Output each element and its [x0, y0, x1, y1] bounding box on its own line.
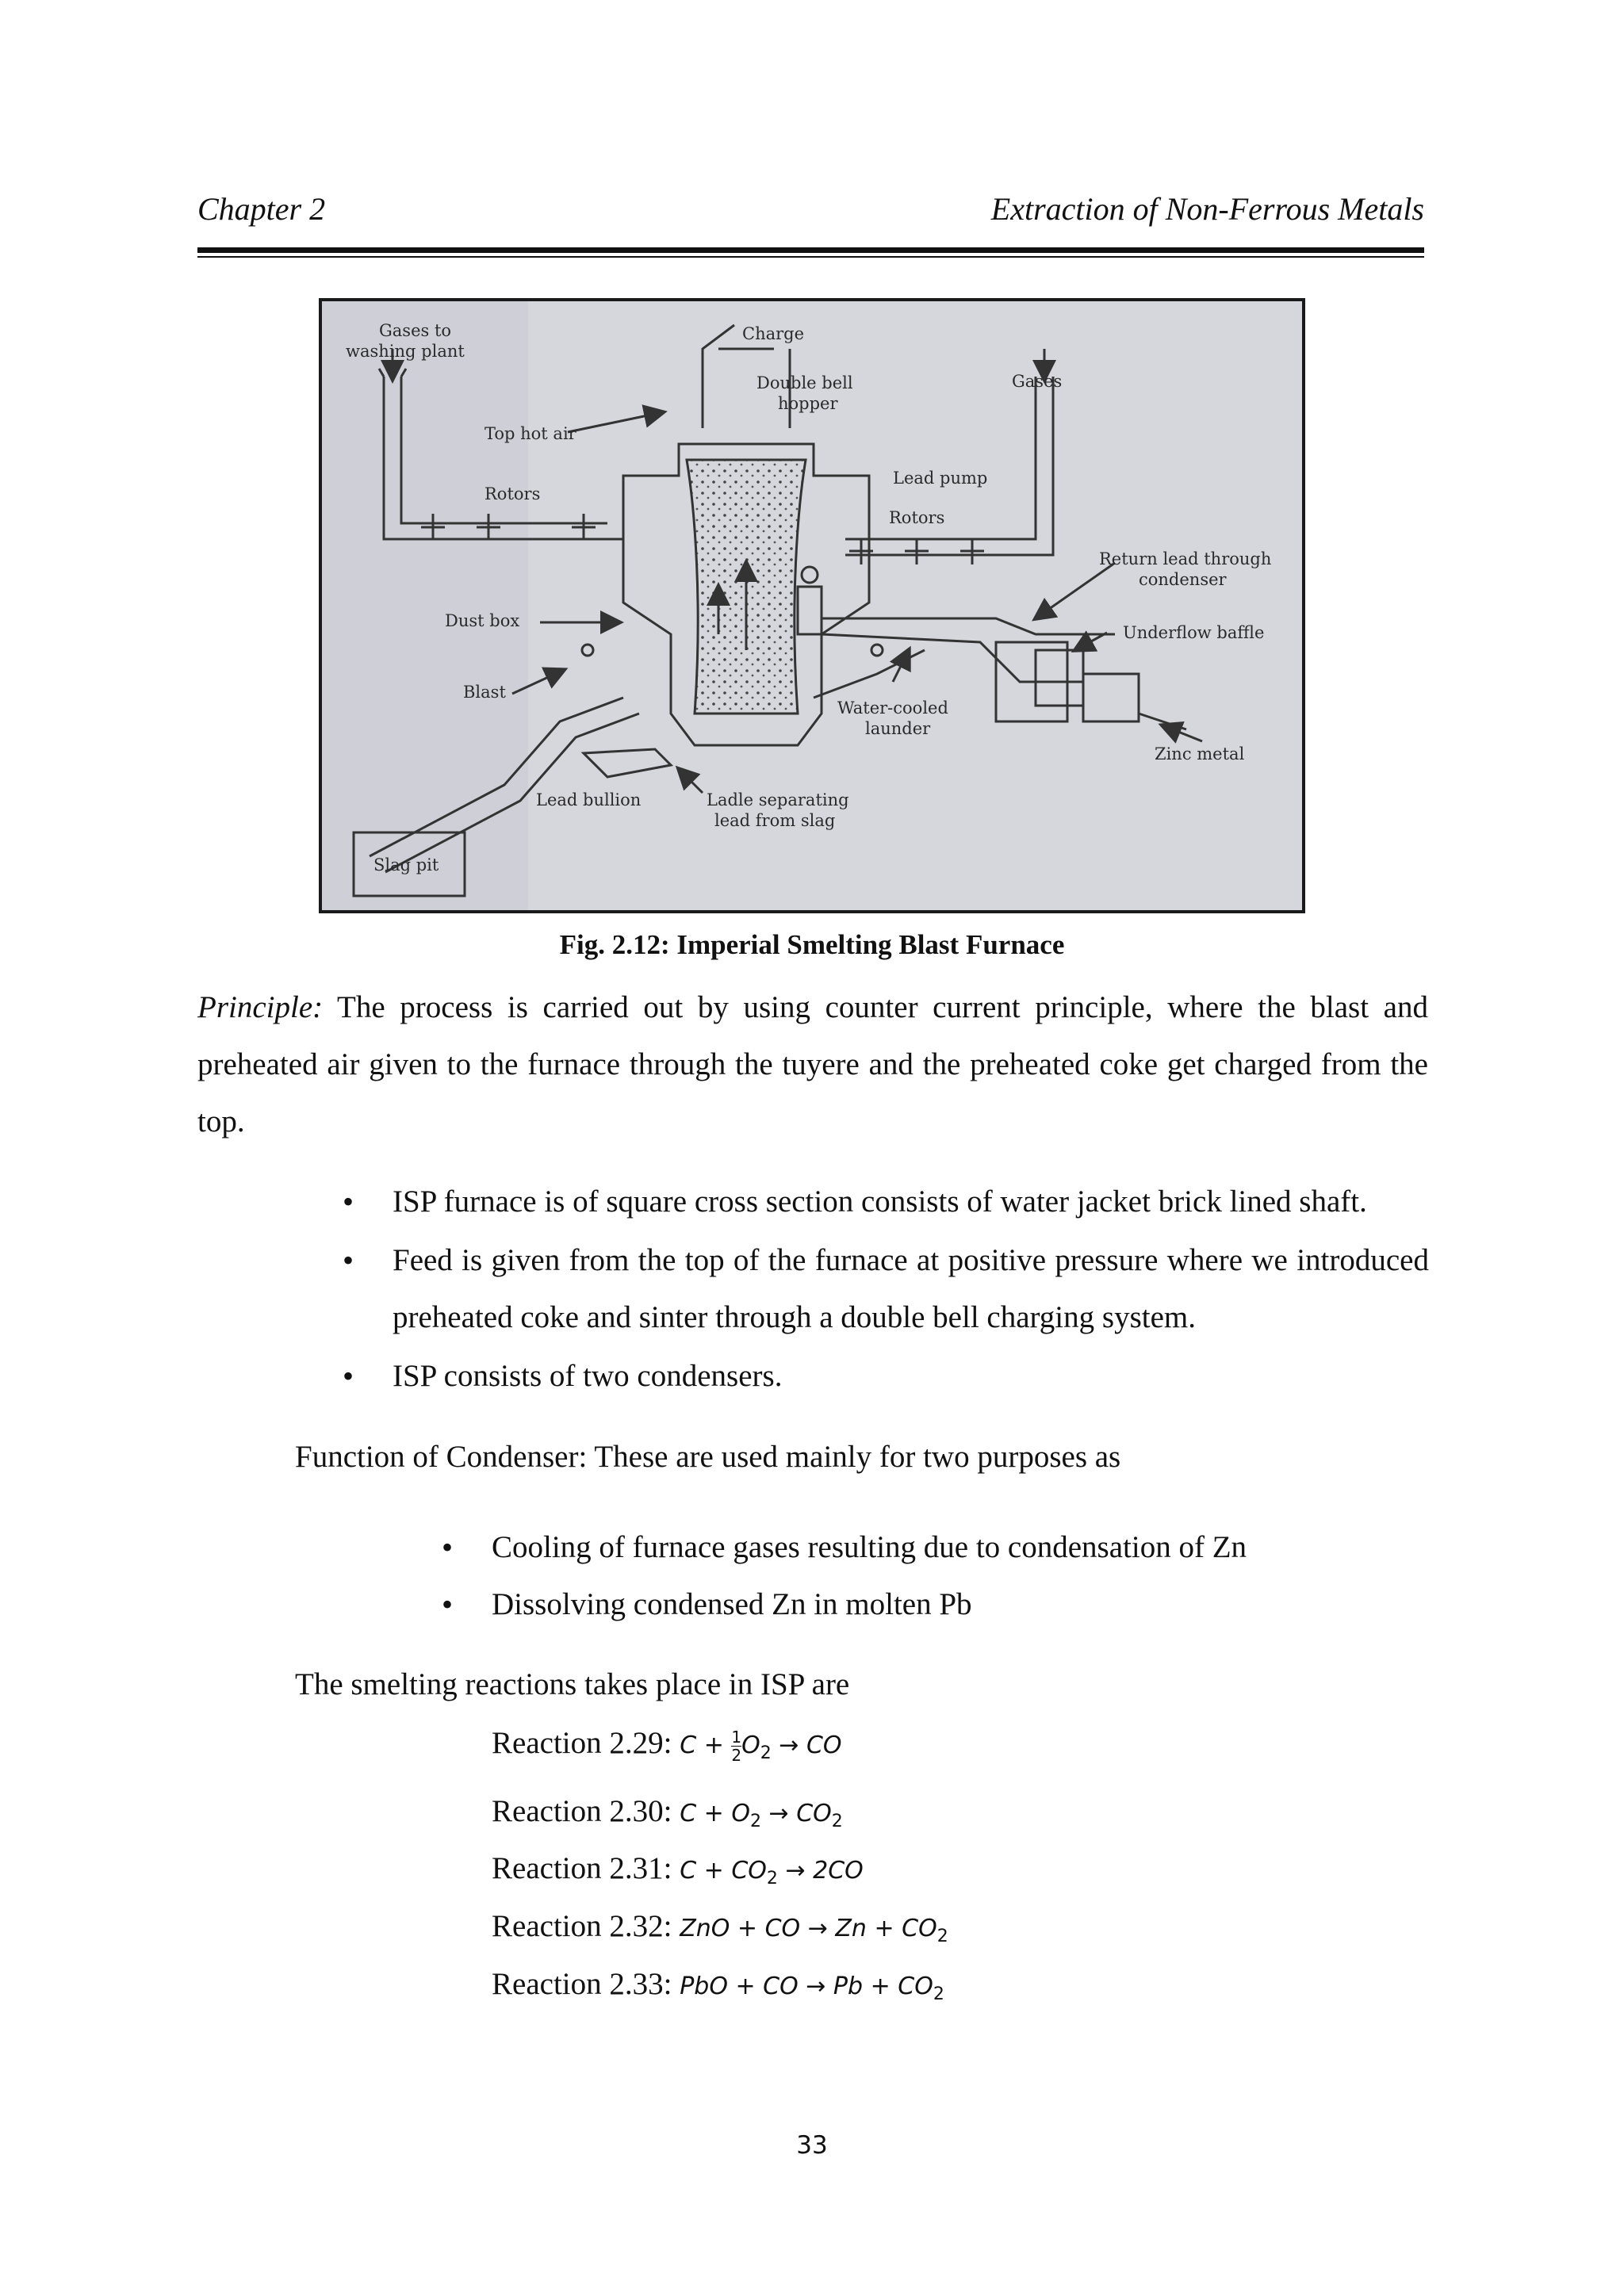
reaction-label: Reaction 2.29:: [492, 1726, 672, 1760]
book-section-header: Extraction of Non-Ferrous Metals: [990, 191, 1424, 227]
label-dust-box: Dust box: [445, 611, 520, 630]
reaction-equation: $C + O_2 \to CO_2$: [680, 1800, 843, 1831]
reaction-2-32: [492, 1908, 948, 1946]
header-rule-thin: [197, 256, 1424, 258]
reaction-label: Reaction 2.31:: [492, 1851, 672, 1885]
label-lead-from-slag: lead from slag: [714, 811, 836, 830]
label-ladle-separating: Ladle separating: [707, 790, 849, 809]
label-slag-pit: Slag pit: [373, 855, 439, 874]
chapter-header: Chapter 2: [197, 191, 326, 227]
label-gases-right: Gases: [1012, 372, 1063, 391]
principle-paragraph: [197, 979, 1428, 1150]
label-water-cooled: Water-cooled: [837, 698, 948, 718]
reaction-equation: ZnO + CO → $Zn + CO_2$: [680, 1915, 948, 1946]
label-rotors-right: Rotors: [889, 508, 945, 527]
reaction-2-31: [492, 1850, 864, 1888]
reaction-equation: PbO + CO → $Pb + CO_2$: [680, 1973, 944, 2004]
label-lead-pump: Lead pump: [893, 469, 988, 488]
label-top-hot-air: Top hot air: [485, 424, 576, 443]
label-zinc-metal: Zinc metal: [1155, 744, 1245, 763]
label-double-bell: Double bell: [756, 373, 853, 392]
label-rotors-left: Rotors: [485, 484, 541, 503]
label-lead-bullion: Lead bullion: [536, 790, 642, 809]
reaction-label: Reaction 2.30:: [492, 1794, 672, 1828]
condenser-bullet-list: [442, 1519, 1425, 1633]
label-underflow-baffle: Underflow baffle: [1123, 623, 1265, 642]
page-number: 33: [796, 2131, 828, 2160]
list-item: • Feed is given from the top of the furnace at positive pressure where we introduced preheated coke and sinter through a double bell charging system.: [343, 1232, 1429, 1346]
furnace-bullet-list: [343, 1173, 1429, 1406]
label-launder: launder: [865, 719, 931, 738]
list-item: • Dissolving condensed Zn in molten Pb: [442, 1576, 1425, 1633]
label-washing-plant: washing plant: [346, 342, 465, 361]
fraction: $\frac{1}{2}$: [731, 1728, 742, 1765]
label-gases-to: Gases to: [379, 321, 452, 340]
list-item: • ISP consists of two condensers.: [343, 1348, 1429, 1405]
list-item: • Cooling of furnace gases resulting due to condensation of Zn: [442, 1519, 1425, 1576]
furnace-diagram: [322, 301, 1302, 910]
label-charge: Charge: [742, 324, 805, 343]
principle-lead: Principle:: [197, 990, 324, 1024]
reaction-2-29: [492, 1725, 842, 1764]
figure-caption: Fig. 2.12: Imperial Smelting Blast Furnace: [559, 929, 1065, 960]
label-hopper: hopper: [778, 394, 838, 413]
reaction-label: Reaction 2.33:: [492, 1967, 672, 2001]
reaction-equation: C + $\frac{1}{2}$ $O_2$ → CO: [680, 1728, 842, 1765]
list-item: • ISP furnace is of square cross section consists of water jacket brick lined shaft.: [343, 1173, 1429, 1230]
furnace-figure: [319, 298, 1305, 913]
label-condenser: condenser: [1139, 570, 1227, 589]
reaction-2-30: [492, 1793, 843, 1831]
reactions-intro: The smelting reactions takes place in ISP are: [295, 1667, 850, 1701]
header-rule-thick: [197, 247, 1424, 253]
reaction-equation: $C + CO_2 \to 2CO$: [680, 1857, 864, 1888]
condenser-intro: Function of Condenser: These are used mainly for two purposes as: [295, 1440, 1121, 1474]
reaction-label: Reaction 2.32:: [492, 1909, 672, 1943]
principle-text: The process is carried out by using counter current principle, where the blast and preheated air given to the furnace through the tuyere and the preheated coke get charged from the top.: [197, 990, 1428, 1138]
label-return-lead: Return lead through: [1099, 549, 1272, 568]
reaction-2-33: [492, 1966, 944, 2004]
label-blast: Blast: [463, 683, 506, 702]
